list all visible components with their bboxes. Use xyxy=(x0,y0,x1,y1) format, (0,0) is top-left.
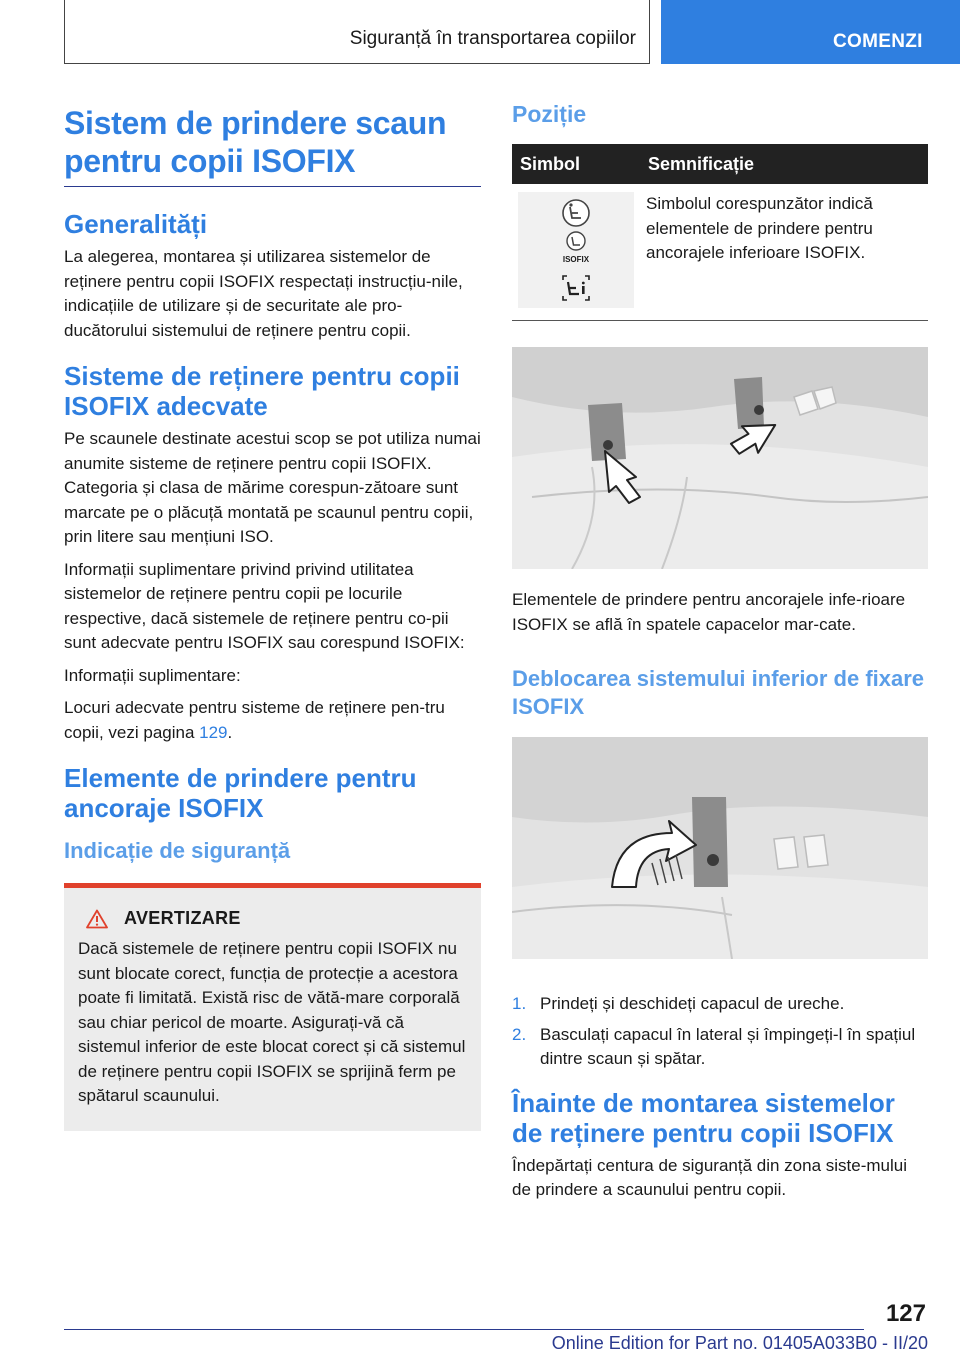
footer-edition: Online Edition for Part no. 01405A033B0 - II/20 xyxy=(551,1333,928,1353)
right-column xyxy=(512,100,928,1211)
safety-heading: Indicație de siguranță xyxy=(64,838,291,863)
page-number: 127 xyxy=(885,1300,926,1327)
step-text-2: Basculați capacul în lateral și împingeți-l în spațiul dintre scaun și spătar. xyxy=(540,1024,916,1068)
symbol-table xyxy=(512,144,928,321)
header-section-title: Siguranță în transportarea copiilor xyxy=(349,28,636,49)
suitable-text-2: Informații suplimentare privind privind utilitatea sistemelor de reținere pentru copii pe locurile respective, dacă sistemele de reținere pentru co-pii sunt adecvate pentru ISOFIX sau corespund ISOFIX: xyxy=(64,559,465,652)
page-link-129[interactable]: 129 xyxy=(199,722,228,742)
general-text: La alegerea, montarea și utilizarea sistemelor de reținere pentru copii ISOFIX respectați instrucțiu-nile, indicațiile de utilizare și de securitate ale pro-ducătorului sistemului de reținere pentru copii. xyxy=(64,247,463,340)
general-heading: Generalități xyxy=(64,209,208,239)
header-tab-comenzi[interactable]: COMENZI xyxy=(661,0,960,64)
warning-text: Dacă sistemele de reținere pentru copii ISOFIX nu sunt blocate corect, funcția de protecție a acestora poate fi limitată. Există risc de vătă-mare corporală sau chiar pericol de moarte. Asigurați-vă că sistemul inferior de este blocat corect și că sistemul de reținere pentru copii ISOFIX se sprijină ferm pe spătarul scaunului. xyxy=(78,939,466,1105)
warning-title: AVERTIZARE xyxy=(124,908,241,928)
table-row xyxy=(512,184,928,321)
step-text-1: Prindeți și deschideți capacul de ureche. xyxy=(540,994,845,1013)
suitable-text-1: Pe scaunele destinate acestui scop se pot utiliza numai anumite sisteme de reținere pentru copii ISOFIX. Categoria și clasa de mărime corespun-zătoare sunt marcate pe o plăcuță montată pe scaunul pentru copii, prin litere sau mențiuni ISO. xyxy=(64,429,481,546)
suitable-heading: Sisteme de reținere pentru copii ISOFIX adecvate xyxy=(64,361,460,421)
footer-rule xyxy=(64,1329,864,1330)
position-heading: Poziție xyxy=(512,101,587,127)
before-text: Îndepărtați centura de siguranță din zona siste-mului de prindere a scaunului pentru copii. xyxy=(512,1155,908,1199)
list-item xyxy=(512,1023,928,1072)
isofix-symbol-label: ISOFIX xyxy=(562,254,590,264)
anchors-heading: Elemente de prindere pentru ancoraje ISOFIX xyxy=(64,763,417,823)
suitable-text-4-body: Locuri adecvate pentru sisteme de reținere pen-tru copii, vezi pagina xyxy=(64,698,445,742)
warning-box xyxy=(64,883,481,1131)
table-header-meaning: Semnificație xyxy=(640,144,928,184)
anchors-caption: Elementele de prindere pentru ancorajele infe-rioare ISOFIX se află în spatele capacelor mar-cate. xyxy=(512,590,906,634)
warning-triangle-icon xyxy=(86,909,108,929)
suitable-text-4 xyxy=(64,696,481,745)
page-title: Sistem de prindere scaun pentru copii ISOFIX xyxy=(64,104,481,187)
unlock-heading: Deblocarea sistemului inferior de fixare ISOFIX xyxy=(512,666,925,719)
suitable-text-3: Informații suplimentare: xyxy=(64,665,241,685)
list-item xyxy=(512,992,928,1017)
isofix-symbols xyxy=(518,192,634,308)
child-seat-circle-icon xyxy=(559,198,593,228)
table-header-symbol: Simbol xyxy=(512,144,640,184)
before-heading: Înainte de montarea sistemelor de reținere pentru copii ISOFIX xyxy=(512,1087,895,1148)
unlock-cover-photo xyxy=(512,737,928,959)
step-number-2: 2. xyxy=(512,1024,527,1044)
warning-header xyxy=(86,908,467,929)
unlock-steps xyxy=(512,992,928,1072)
symbol-cell xyxy=(512,184,640,321)
isofix-anchors-photo xyxy=(512,347,928,569)
left-column xyxy=(64,104,481,1131)
suitable-text-4-end: . xyxy=(227,722,233,742)
child-seat-info-icon xyxy=(561,274,591,302)
step-number-1: 1. xyxy=(512,994,527,1013)
meaning-cell: Simbolul corespunzător indică elementele de prindere pentru ancorajele inferioare ISOFIX. xyxy=(640,184,928,321)
